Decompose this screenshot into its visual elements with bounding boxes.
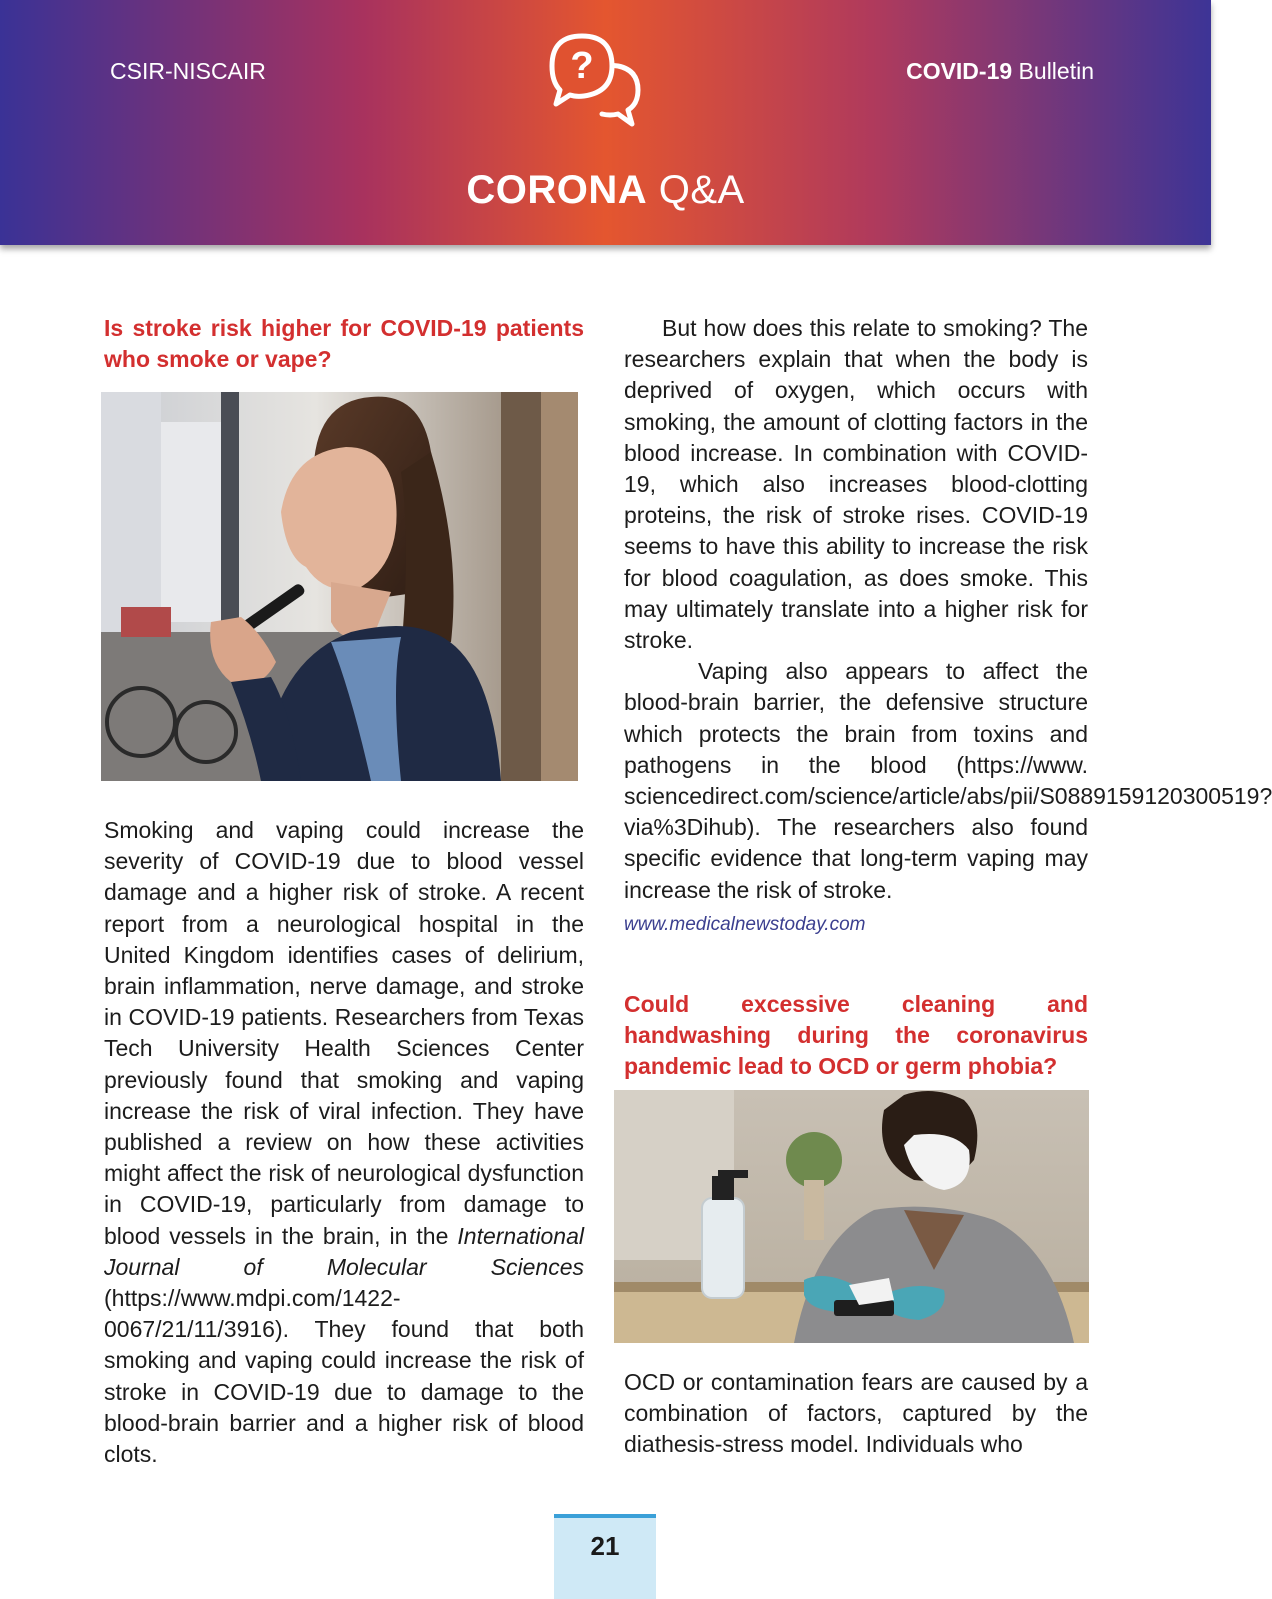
question-chat-bubbles-icon (546, 30, 646, 130)
question-heading-stroke: Is stroke risk higher for COVID-19 patients who smoke or vape? (104, 315, 584, 372)
bulletin-label: COVID-19 Bulletin (906, 58, 1094, 84)
org-name: CSIR-NISCAIR (110, 58, 266, 84)
section-title: CORONA Q&A (466, 168, 745, 212)
question-block-ocd (624, 989, 1088, 1082)
smoking-relation-paragraph: But how does this relate to smoking? The researchers explain that when the body is deprived of oxygen, which occurs with smoking, the amount of clotting factors in the blood increase. In combination with COVID-19, which also increases blood-clotting proteins, the risk of stroke rises. COVID-19 seems to have this ability to increase the risk for blood coagulation, as does smoke. This may ultimately translate into a higher risk for stroke. (624, 315, 1088, 654)
bulletin-header (0, 0, 1211, 245)
ocd-body (624, 1367, 1088, 1461)
source-link[interactable]: www.medicalnewstoday.com (624, 913, 866, 935)
woman-vaping-image (101, 392, 578, 781)
ocd-body-paragraph: OCD or contamination fears are caused by a combination of factors, captured by the diathesis-stress model. Individuals who (624, 1369, 1088, 1458)
woman-cleaning-image (614, 1090, 1089, 1343)
svg-text:?: ? (570, 45, 594, 87)
left-column (104, 313, 584, 375)
journal-name: International Journal of Molecular Sciences (104, 1222, 584, 1280)
stroke-body-paragraph: Smoking and vaping could increase the severity of COVID-19 due to blood vessel damage and a higher risk of stroke. A recent report from a neurological hospital in the United Kingdom identifies cases of delirium, brain inflammation, nerve damage, and stroke in COVID-19 patients. Researchers from Texas Tech University Health Sciences Center previously found that smoking and vaping increase the risk of viral infection. They have published a review on how these activities might affect the risk of neurological dysfunction in COVID-19, particularly from damage to blood vessels in the brain, in the International Journal of Molecular Sciences (https://www.mdpi.com/1422-0067/21/11/3916). They found that both smoking and vaping could increase the risk of stroke in COVID-19 due to damage to the blood-brain barrier and a higher risk of blood clots. (104, 817, 584, 1468)
left-body (104, 815, 584, 1470)
right-column (624, 313, 1272, 936)
question-heading-ocd: Could excessive cleaning and handwashing during the coronavirus pandemic lead to OCD or germ phobia? (624, 991, 1088, 1079)
page-number: 21 (554, 1514, 656, 1599)
vaping-paragraph: Vaping also appears to affect the blood-brain barrier, the defensive structure which protects the brain from toxins and pathogens in the blood (https://www. sciencedirect.com/science/article/abs/pii/S0889159120300519?via%3Dihub). The researchers also found specific evidence that long-term vaping may increase the risk of stroke. (624, 658, 1272, 903)
